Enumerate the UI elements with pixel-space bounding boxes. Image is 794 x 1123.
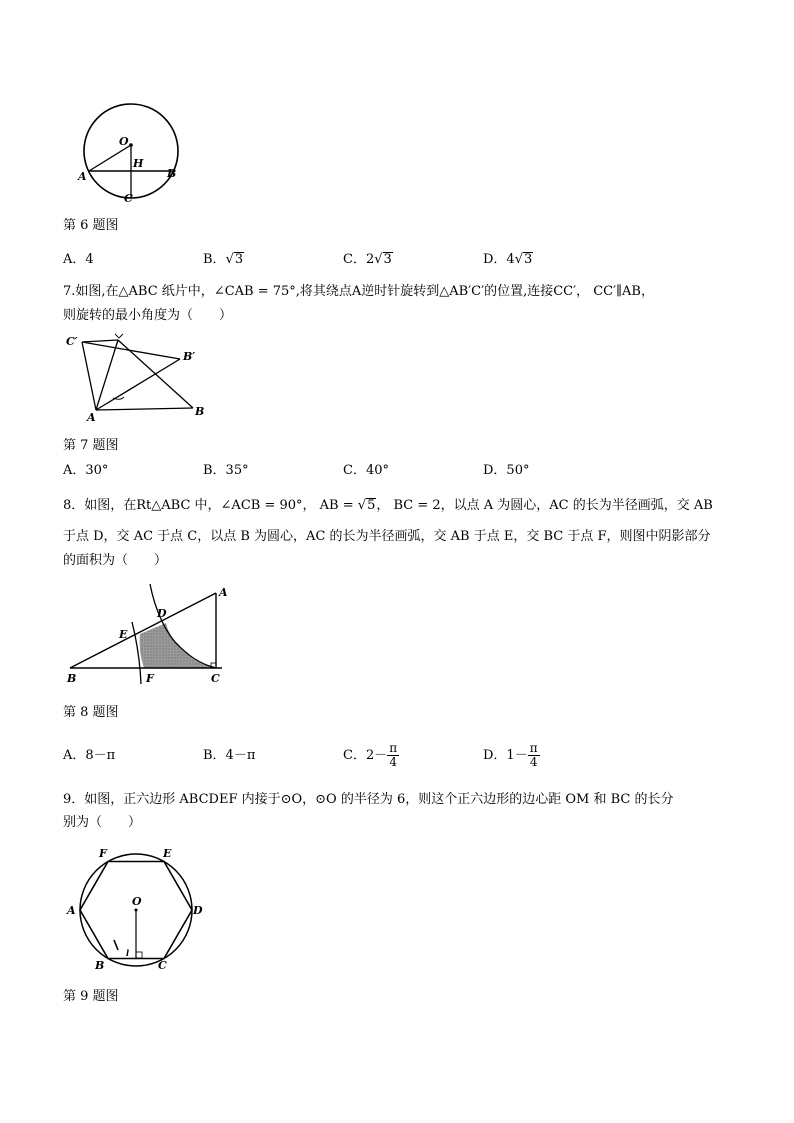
q6-label-h: H [133, 157, 144, 170]
q6-label-b: B [167, 167, 177, 180]
q8-stem-line-3: 的面积为（ ） [63, 553, 168, 568]
q7-stem-line-1: 7.如图,在△ABC 纸片中，∠CAB = 75°,将其绕点A逆时针旋转到△AB′C′的位置,连接CC′， CC′∥AB， [63, 284, 654, 299]
q9-tick-mark [114, 940, 118, 950]
q8-option-b: B．4－π [203, 748, 256, 763]
q7-label-c-prime: C′ [66, 335, 78, 348]
q8-option-d-numerator: π [529, 741, 538, 755]
q6-label-c: C [124, 192, 133, 205]
q8-label-e: E [119, 628, 128, 641]
q8-caption: 第 8 题图 [63, 705, 119, 720]
q8-label-d: D [157, 607, 167, 620]
q6-caption: 第 6 题图 [63, 218, 119, 233]
q9-stem-line-2: 别为（ ） [63, 815, 142, 830]
q8-stem-line-2: 于点 D，交 AC 于点 C，以点 B 为圆心，AC 的长为半径画弧，交 AB 于点 E，交 BC 于点 F，则图中阴影部分 [63, 529, 711, 544]
q7-option-c: C．40° [343, 463, 389, 478]
q9-label-b: B [95, 959, 105, 972]
q9-label-o: O [132, 895, 142, 908]
q8-option-d-prefix: D．1－ [483, 748, 528, 763]
q7-option-b: B．35° [203, 463, 249, 478]
q6-option-d-radicand: 3 [524, 252, 533, 267]
q8-label-b: B [67, 672, 77, 685]
q7-option-d: D．50° [483, 463, 530, 478]
radical-sign: √ [225, 252, 234, 267]
q8-option-c-prefix: C．2－ [343, 748, 388, 763]
q7-label-b: B [195, 405, 205, 418]
q7-label-b-prime: B′ [183, 350, 196, 363]
radical-sign: √ [357, 498, 367, 513]
q9-point-o [135, 909, 138, 912]
q8-stem-line-1-a: 8．如图，在Rt△ABC 中，∠ACB = 90°， AB = [63, 498, 358, 513]
q8-label-c: C [211, 672, 220, 685]
q9-right-angle-mark [136, 952, 142, 958]
q8-label-f: F [146, 672, 154, 685]
q9-label-m: l [126, 948, 130, 958]
q9-label-c: C [158, 959, 167, 972]
q8-label-a: A [219, 586, 228, 599]
radical-sign: √ [374, 252, 383, 267]
q8-option-c-denominator: 4 [389, 755, 397, 769]
q8-option-c-numerator: π [389, 741, 398, 755]
q9-stem-line-1: 9．如图，正六边形 ABCDEF 内接于⊙O，⊙O 的半径为 6，则这个正六边形的边心距 OM 和 BC 的长分 [63, 792, 674, 807]
q8-option-d-denominator: 4 [529, 755, 538, 769]
q7-option-a: A．30° [63, 463, 109, 478]
q9-label-a: A [67, 904, 76, 917]
q7-stem-line-2: 则旋转的最小角度为（ ） [63, 308, 233, 323]
q6-option-a: A．4 [63, 252, 94, 267]
q8-stem-line-1-b: ， BC = 2，以点 A 为圆心，AC 的长为半径画弧，交 AB [376, 498, 713, 513]
q8-stem-radicand: 5 [367, 498, 376, 513]
q6-option-c-radicand: 3 [383, 252, 392, 267]
q7-caption: 第 7 题图 [63, 438, 119, 453]
q6-label-a: A [78, 170, 87, 183]
q9-caption: 第 9 题图 [63, 989, 119, 1004]
q8-option-a: A．8－π [63, 748, 116, 763]
q6-option-c-prefix: C．2 [343, 252, 375, 267]
q6-option-d-prefix: D．4 [483, 252, 515, 267]
radical-sign: √ [514, 252, 523, 267]
q9-label-f: F [99, 847, 107, 860]
q9-label-d: D [193, 904, 203, 917]
q9-label-e: E [163, 847, 172, 860]
q7-label-a: A [87, 411, 96, 424]
q6-option-b-prefix: B． [203, 252, 226, 267]
q6-option-b-radicand: 3 [234, 252, 244, 267]
q6-label-o: O [119, 135, 129, 148]
